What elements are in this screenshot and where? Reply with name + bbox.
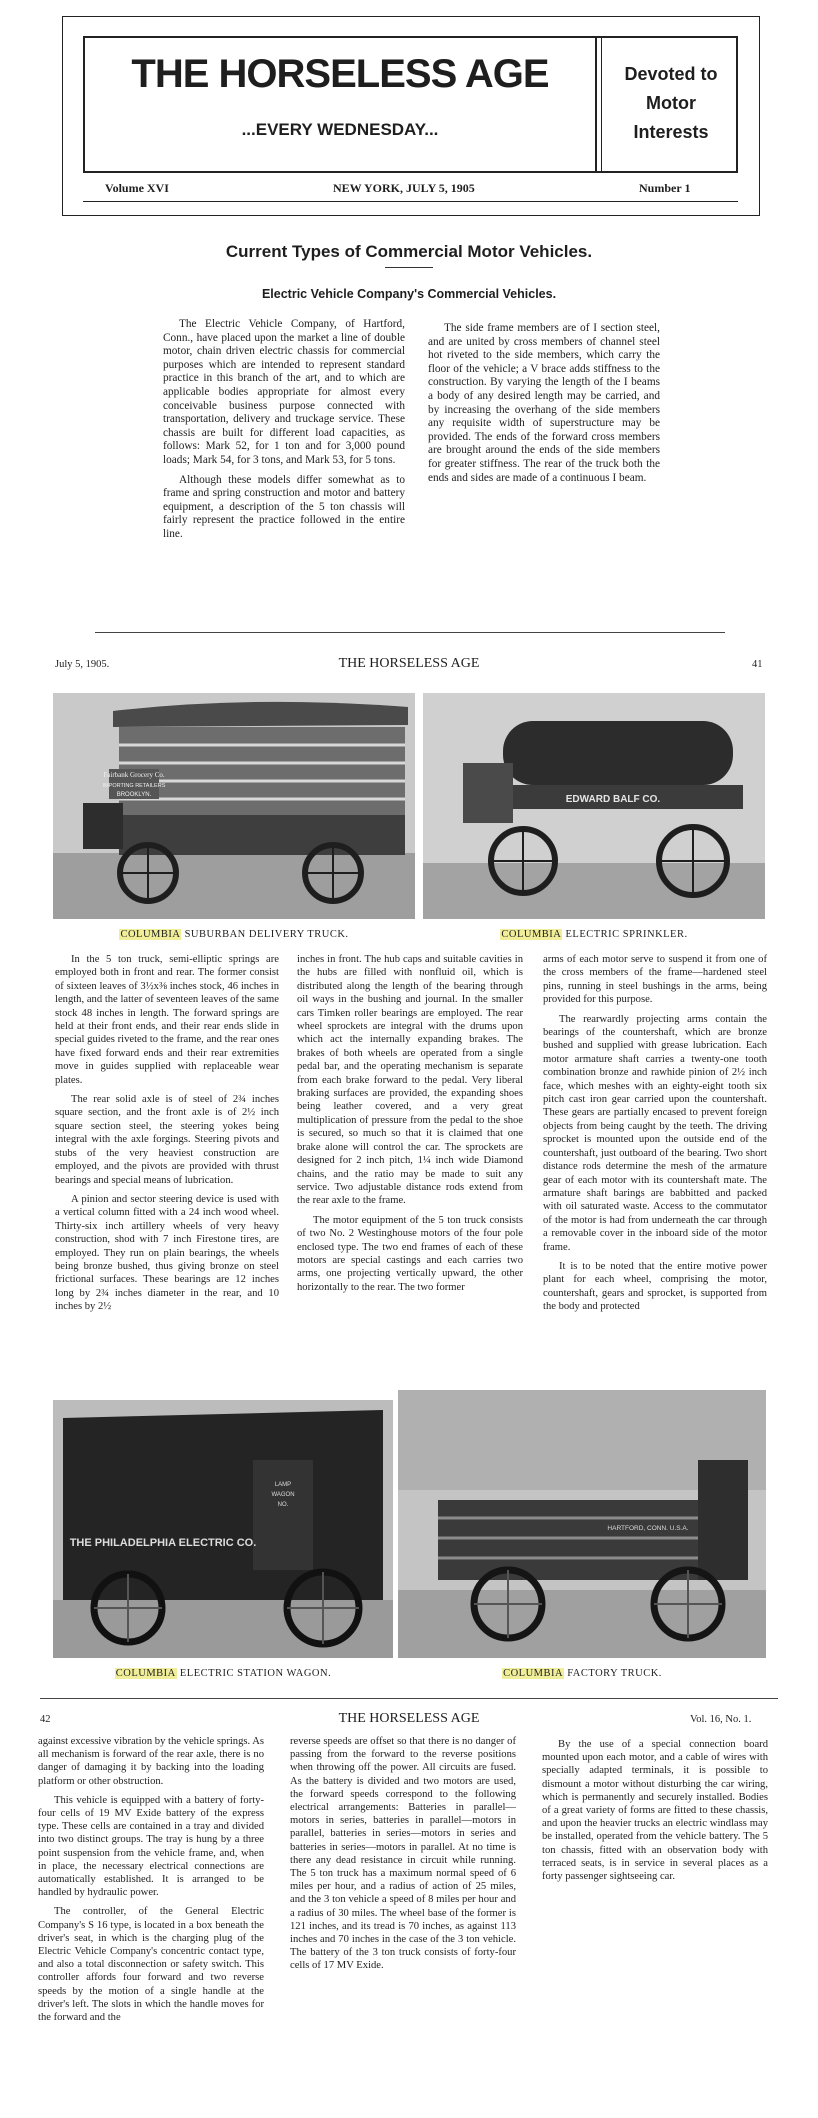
masthead-title: THE HORSELESS AGE (131, 52, 549, 96)
caption-electric-station-wagon (53, 1668, 393, 1679)
masthead-motto (605, 60, 737, 147)
article-column-right (428, 322, 660, 485)
paragraph: reverse speeds are offset so that there is no danger of passing from the forward to the reverse positions when throwing off the power. All circuits are fused. As the battery is divided and two motors are used, the forward speeds correspond to the following electrical arrangements: Batteries in parallel—motors in series, batteries in parallel—motors in parallel, batteries in series—motors in series and batteries in series—motors in parallel. At no time is there any dead resistance in circuit while running. The 5 ton truck has a maximum normal speed of 6 miles per hour, and a radius of action of 25 miles, and the 3 ton vehicle a speed of 8 miles per hour and a radius of 30 miles. The wheel base of the former is 121 inches, and its tread is 70 inches, as against 113 inches and 70 inches in the case of the 3 ton vehicle. The battery of the 3 ton truck consists of forty-four cells of 17 MV Exide. (290, 1736, 516, 1972)
factory-sign: HARTFORD, CONN. U.S.A. (607, 1525, 689, 1532)
photo-electric-station-wagon (53, 1400, 393, 1658)
caption-text: SUBURBAN DELIVERY TRUCK. (184, 929, 349, 940)
paragraph: Although these models differ somewhat as to frame and spring construction and motor and battery equipment, a description of the 5 ton chassis will fairly represent the practice followed in the entire line. (163, 473, 405, 540)
volume-number: Vol. 16, No. 1. (690, 1714, 752, 1725)
p42-column-1 (38, 1735, 264, 2024)
truck-illustration (53, 693, 415, 919)
volume-label: Volume XVI (105, 181, 169, 195)
paragraph: A pinion and sector steering device is used with a vertical column fitted with a 24 inch wood wheel. Thirty-six inch artillery wheels of very heavy construction, shod with 7 inch Firestone tires, are employed. They run on plain bearings, the wheels being bronze bushed, thus giving bronze on steel frictional surfaces. These bearings are 12 inches long by 2¾ inches diameter in the rear, and 10 inches by 2½ (55, 1193, 279, 1313)
sign-line-1: Fairbank Grocery Co. (103, 771, 165, 779)
masthead-divider (595, 38, 597, 171)
wagon-sign: THE PHILADELPHIA ELECTRIC CO. (69, 1537, 257, 1549)
p41-column-3 (543, 953, 767, 1314)
page-number: 41 (752, 659, 763, 670)
paragraph: By the use of a special connection board mounted upon each motor, and a cable of wires with specially adapted terminals, it is possible to dismount a motor without disturbing the car wiring, which is permanently and securely installed. Bodies of a great variety of forms are fitted to these chassis, and upon the heavier trucks an electric windlass may be installed, operated from the vehicle battery. The 5 ton chassis, fitted with an observation body with terraced seats, is in service in several places as a forty passenger sightseeing car. (542, 1739, 768, 1883)
paragraph: inches in front. The hub caps and suitable cavities in the hubs are filled with nonfluid oil, which is distributed along the length of the bearing through oil ways in the bushing and journal. In the smaller cars Timken roller bearings are employed. The rear wheel sprockets are integral with the drums upon which act the internally expanding brakes. The brakes of both wheels are operated from a single pedal bar, and the operating mechanism is separate from each brake forward to the pedal. Very liberal braking surfaces are provided, the expanding shoes being leather covered, and a very great multiplication of pressure from the pedal to the shoe is secured, so much so that it is claimed that one brake alone will control the car. The sprockets are designed for 2 inch pitch, 1¼ inch wide Diamond chains, and the ratio may be made to suit any service. Two adjustable distance rods extend from the rear axle to the frame. (297, 954, 523, 1207)
caption-text: FACTORY TRUCK. (567, 1668, 662, 1679)
station-wagon-illustration (53, 1400, 393, 1658)
caption-text: ELECTRIC SPRINKLER. (565, 929, 688, 940)
paragraph: The motor equipment of the 5 ton truck consists of two No. 2 Westinghouse motors of the four pole enclosed type. The two end frames of each of these motors are special castings and each carries two arms, one projecting vertically upward, the other horizontally to the rear. The two former (297, 1214, 523, 1293)
door-line-2: WAGON (271, 1492, 295, 1498)
paragraph: This vehicle is equipped with a battery of forty-four cells of 19 MV Exide battery of the express type. These cells are contained in a tray and divided into two distinct groups. The tray is hung by a three point suspension from the vehicle frame, and, when in place, the necessary electrical connections are automatically established. It is arranged to be handled by hydraulic power. (38, 1794, 264, 1899)
caption-brand: COLUMBIA (503, 1668, 564, 1679)
caption-brand: COLUMBIA (501, 929, 562, 940)
caption-suburban-delivery-truck (53, 929, 415, 940)
sign-line-3: BROOKLYN. (116, 792, 152, 798)
title-rule (385, 267, 433, 268)
running-head: THE HORSELESS AGE (338, 656, 480, 671)
page-number: 42 (40, 1714, 51, 1725)
paragraph: The rearwardly projecting arms contain the bearings of the countershaft, which are bronze bushed and supplied with grease lubrication. Each motor armature shaft carries a twenty-one tooth combination bronze and rawhide pinion of 2½ inch face, which meshes with an eighty-eight tooth six pitch cast iron gear carried upon the countershaft. These gears are partially encased to prevent foreign objects from being caught by the teeth. The driving sprocket is mounted upon the outside end of the countershaft, just outboard of the bearing. Two short distance rods determine the mesh of the armature gear of each motor with its countershaft mate. The armature shaft barings are babbitted and packed with oil saturated waste. Access to the commutator of the motor is had from underneath the car through a removable cover in the inboard side of the motor frame. (543, 1013, 767, 1253)
motto-line-3: Interests (633, 122, 709, 142)
paragraph: The controller, of the General Electric Company's S 16 type, is located in a box beneath the driver's seat, in which is the charging plug of the Electric Vehicle Company's concentric contact type, and also a total disconnection or safety switch. This controller affords four forward and two reverse speeds by the motion of a single handle at the driver's left. The slots in which the handle moves for the forward and the (38, 1906, 264, 2024)
masthead-divider-inner (601, 38, 602, 171)
sprinkler-illustration (423, 693, 765, 919)
p42-column-3 (542, 1738, 768, 1883)
sprinkler-sign: EDWARD BALF CO. (565, 794, 661, 805)
page-separator (95, 632, 725, 633)
place-date: NEW YORK, JULY 5, 1905 (333, 181, 475, 195)
running-head: THE HORSELESS AGE (338, 1711, 480, 1726)
door-line-3: NO. (277, 1502, 289, 1508)
sign-line-2: IMPORTING RETAILERS (102, 783, 166, 789)
p42-column-2 (290, 1735, 516, 1973)
photo-electric-sprinkler (423, 693, 765, 919)
paragraph: The Electric Vehicle Company, of Hartford, Conn., have placed upon the market a line of double motor, chain driven electric chassis for commercial purposes which are intended to represent standard practice in this branch of the art, and to which are applicable bodies appropriate for almost every conceivable business purpose connected with transportation, delivery and truckage service. These chassis are built for different load capacities, as follows: Mark 52, for 1 ton and for 3,000 pound loads; Mark 54, for 3 tons, and Mark 53, for 5 tons. (163, 318, 405, 466)
caption-brand: COLUMBIA (120, 929, 181, 940)
masthead (62, 16, 760, 216)
photo-factory-truck (398, 1390, 766, 1658)
page-separator (40, 1698, 778, 1699)
caption-electric-sprinkler (423, 929, 765, 940)
paragraph: The rear solid axle is of steel of 2¾ inches square section, and the front axle is of 2½ inch square section steel, the steering yokes being integral with the axle forgings. Steering pivots and stubs of the very heaviest construction are employed, and the pivots are provided with thrust bearings and special means of lubrication. (55, 1094, 279, 1186)
door-line-1: LAMP (274, 1482, 292, 1488)
masthead-frame (83, 36, 738, 173)
issue-number: Number 1 (639, 181, 691, 195)
motto-line-1: Devoted to (624, 64, 718, 84)
article-subtitle: Electric Vehicle Company's Commercial Vehicles. (261, 287, 557, 301)
caption-brand: COLUMBIA (115, 1668, 176, 1679)
paragraph: It is to be noted that the entire motive power plant for each wheel, comprising the motor, countershaft, gears and sprocket, is supported from the body and protected (543, 1260, 767, 1313)
factory-truck-illustration (398, 1390, 766, 1658)
p41-column-1 (55, 953, 279, 1314)
photo-suburban-delivery-truck (53, 693, 415, 919)
paragraph: against excessive vibration by the vehicle springs. As all mechanism is forward of the rear axle, there is no danger of damaging it by backing into the loading platform or other obstruction. (38, 1736, 264, 1787)
article-title: Current Types of Commercial Motor Vehicles. (225, 242, 593, 261)
page-date: July 5, 1905. (55, 659, 110, 670)
caption-factory-truck (398, 1668, 766, 1679)
paragraph: The side frame members are of I section steel, and are united by cross members of channel steel hot riveted to the side members, which carry the floor of the vehicle; a V brace adds stiffness to the construction. By varying the length of the I beams a body of any desired length may be carried, and by increasing the overhang of the side members any requisite width of superstructure may be provided. The ends of the forward cross members are brought around the ends of the side members for greater stiffness. The rear of the truck both the ends and sides are made of a continuous I beam. (428, 322, 660, 484)
paragraph: In the 5 ton truck, semi-elliptic springs are employed both in front and rear. The former consist of sixteen leaves of 3½x⅜ inches stock, 46 inches in length, and the latter of seventeen leaves of the same stock 48 inches in length. The forward springs are held at their front ends, and their rear ends slide in special guides riveted to the frame, and the rear ones have fixed forward ends and their rear extremities move in guides supplied with replaceable wear plates. (55, 954, 279, 1086)
masthead-info-bar (83, 175, 738, 202)
article-column-left (163, 318, 405, 542)
p41-column-2 (297, 953, 523, 1294)
paragraph: arms of each motor serve to suspend it from one of the cross members of the frame—hardened steel pins, running in steel bushings in the arms, being provided for this purpose. (543, 954, 767, 1006)
motto-line-2: Motor (646, 93, 696, 113)
masthead-subtitle: ...EVERY WEDNESDAY... (241, 120, 439, 139)
caption-text: ELECTRIC STATION WAGON. (179, 1668, 332, 1679)
